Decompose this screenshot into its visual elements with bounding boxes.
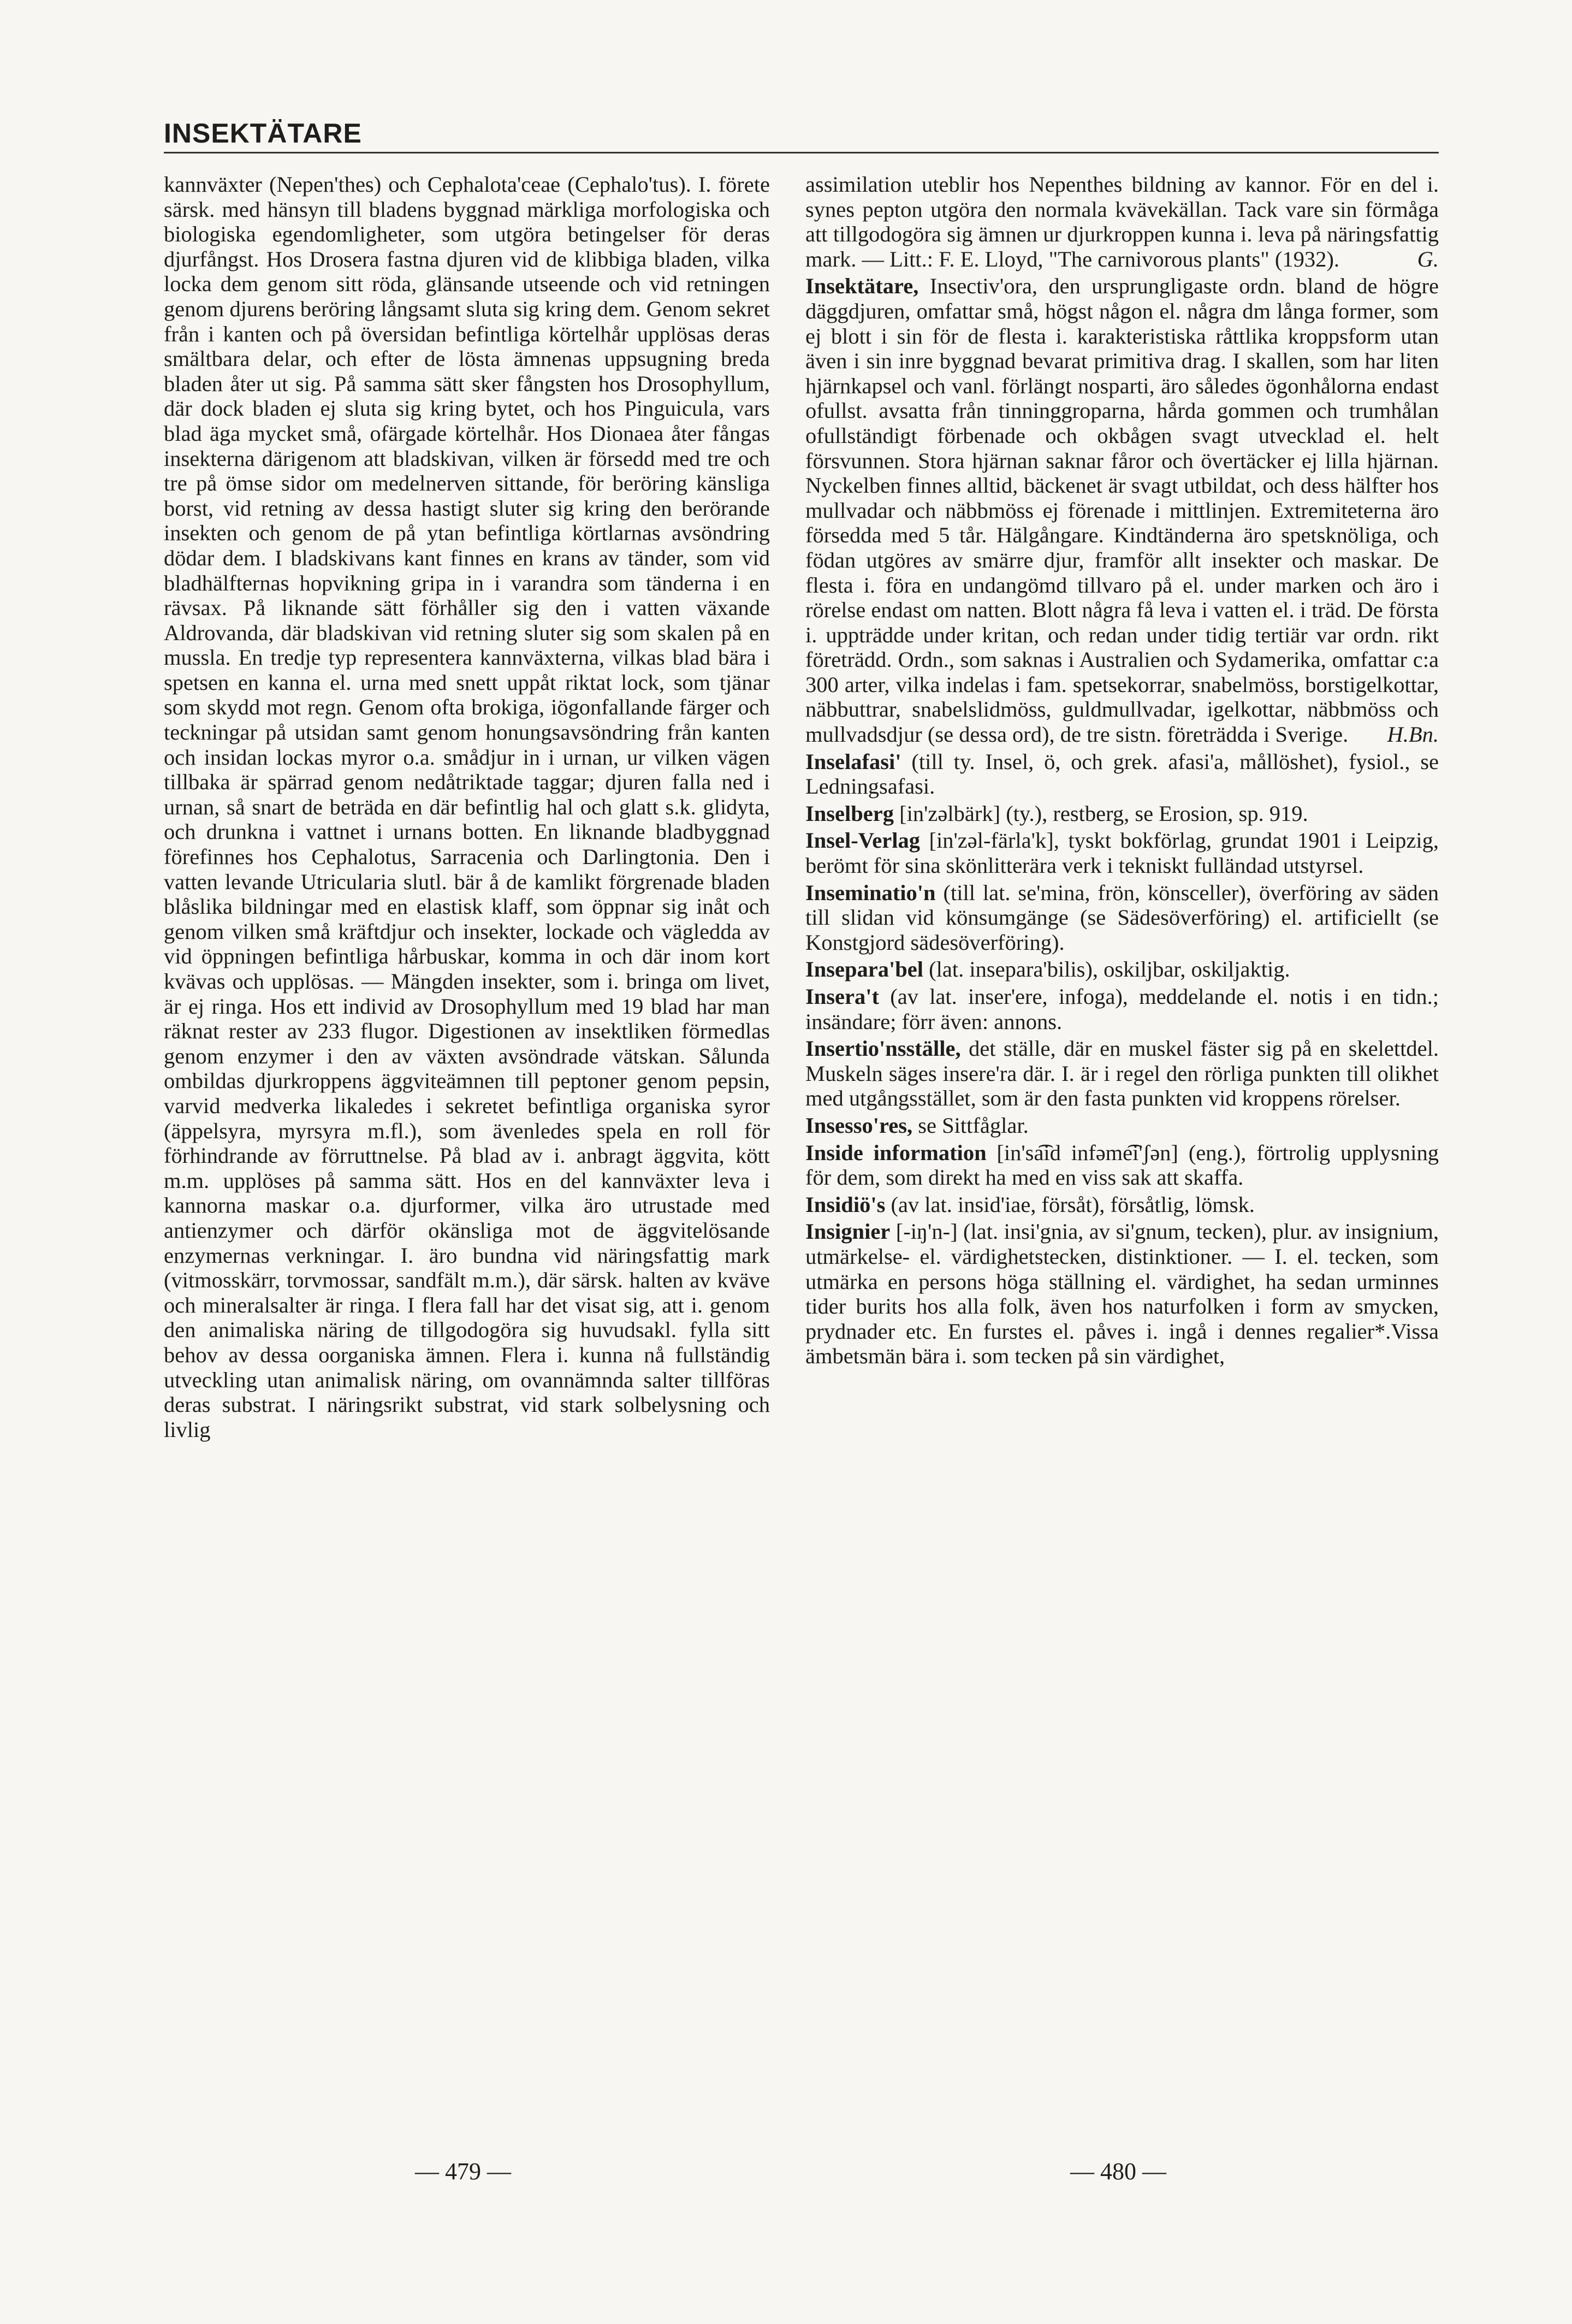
dictionary-entry [805,957,1439,982]
dictionary-entry [805,1192,1439,1217]
entry-headword: Insertio'nsställe, [805,1036,961,1061]
entry-headword: Inseminatio'n [805,880,936,905]
page-number-right: — 480 — [1070,2158,1166,2185]
entry-headword: Insepara'bel [805,957,924,982]
entry-signature: H.Bn. [1387,722,1439,747]
entry-headword: Insesso'res, [805,1113,913,1138]
dictionary-entry [805,801,1439,826]
dictionary-entry [805,1219,1439,1369]
entry-text: [in'zəlbärk] (ty.), restberg, se Erosion, sp. 919. [894,801,1308,826]
entry-text: (till lat. se'mina, frön, könsceller), överföring av säden till slidan vid könsumgänge (se Sädesöverföring) el. artificiellt (se Konstgjord sädesöverföring). [805,880,1439,955]
entry-headword: Insignier [805,1219,891,1244]
dictionary-entry [805,749,1439,799]
dictionary-entry [805,274,1439,747]
running-header: INSEKTÄTARE [164,118,362,149]
dictionary-entry [805,880,1439,955]
entry-text: det ställe, där en muskel fäster sig på en skelettdel. Muskeln säges insere'ra där. I. är i regel den rörliga punkten till olikhet med utgångsstället, som är den fasta punkten vid kroppens rörelser. [805,1036,1439,1111]
continuation-signature: G. [1417,246,1439,271]
entry-text: (till ty. Insel, ö, och grek. afasi'a, mållöshet), fysiol., se Ledningsafasi. [805,749,1439,799]
dictionary-entry [805,1113,1439,1138]
header-rule [164,152,1439,153]
entry-text: [in'sa͡id infəme͡i'ʃən] (eng.), förtrolig upplysning för dem, som direkt ha med en viss sak att skaffa. [805,1140,1439,1190]
entry-headword: Inselberg [805,801,894,826]
entry-text: Insectiv'ora, den ursprungligaste ordn. bland de högre däggdjuren, omfattar små, högst någon el. några dm långa former, som ej blott i sin för de flesta i. karakteristiska råttlika kroppsform utan även i sin inre byggnad bevarat primitiva drag. I skallen, som har liten hjärnkapsel och vanl. förlängt nosparti, äro således ögonhålorna endast ofullst. avsatta från tinninggroparna, hårda gommen och trumhålan ofullständigt förbenade och okbågen svagt utvecklad el. helt försvunnen. Stora hjärnan saknar fåror och övertäcker ej lilla hjärnan. Nyckelben finnes alltid, bäckenet är svagt utbildat, och dess hälfter hos mullvadar och näbbmöss ej förenade i mittlinjen. Extremiteterna äro försedda med 5 tår. Hälgångare. Kindtänderna äro spetsknöliga, och födan utgöres av smärre djur, framför allt insekter och maskar. De flesta i. föra en undangömd tillvaro på el. under marken och äro i rörelse endast om natten. Blott några få leva i vatten el. i träd. De första i. uppträdde under kritan, och redan under tidig tertiär var ordn. rikt företrädd. Ordn., som saknas i Australien och Sydamerika, omfattar c:a 300 arter, vilka indelas i fam. spetsekorrar, snabelmöss, borstigelkottar, näbbuttrar, snabelslidmöss, guldmullvadar, igelkottar, näbbmöss och mullvadsdjur (se dessa ord), de tre sistn. företrädda i Sverige. [805,274,1439,747]
dictionary-entry [805,1140,1439,1190]
entry-text: (av lat. insid'iae, försåt), försåtlig, lömsk. [885,1192,1255,1217]
entry-headword: Insidiö's [805,1192,886,1217]
left-column [164,172,770,2138]
dictionary-entry [805,828,1439,878]
entry-text: [-iŋ'n-] (lat. insi'gnia, av si'gnum, tecken), plur. av insignium, utmärkelse- el. värdighetstecken, distinktioner. — I. el. tecken, som utmärka en persons höga ställning el. värdighet, ha sedan urminnes tider burits hos alla folk, även hos naturfolken i form av smycken, prydnader etc. En furstes el. påves i. ingå i dennes regalier*.Vissa ämbetsmän bära i. som tecken på sin värdighet, [805,1219,1439,1369]
continuation-text: assimilation uteblir hos Nepenthes bildning av kannor. För en del i. synes pepton utgöra den normala kvävekällan. Tack vare sin förmåga att tillgodogöra sig ämnen ur djurkroppen kunna i. leva på näringsfattig mark. — Litt.: F. E. Lloyd, "The carnivorous plants" (1932). [805,172,1439,271]
left-column-text: kannväxter (Nepen'thes) och Cephalota'ceae (Cephalo'tus). I. förete särsk. med hänsyn till bladens byggnad märkliga morfologiska och biologiska egendomligheter, som utgöra betingelser för deras djurfångst. Hos Drosera fastna djuren vid de klibbiga bladen, vilka locka dem genom sitt röda, glänsande utseende och vid retningen genom djurens beröring långsamt sluta sig kring dem. Genom sekret från i kanten och på översidan befintliga körtelhår upplösas deras smältbara delar, och efter de lösta ämnenas uppsugning breda bladen åter ut sig. På samma sätt sker fångsten hos Drosophyllum, där dock bladen ej sluta sig kring bytet, och hos Pinguicula, vars blad äga mycket små, ofärgade körtelhår. Hos Dionaea åter fångas insekterna därigenom att bladskivan, vilken är försedd med tre och tre på ömse sidor om medelnerven sittande, för beröring känsliga borst, vid retning av dessa hastigt sluter sig kring den berörande insekten och genom de på ytan befintliga körtlarnas avsöndring dödar dem. I bladskivans kant finnes en krans av tänder, som vid bladhälfternas hopvikning gripa in i varandra som tänderna i en rävsax. På liknande sätt förhåller sig den i vatten växande Aldrovanda, där bladskivan vid retning sluter sig som skalen på en mussla. En tredje typ representera kannväxterna, vilkas blad bära i spetsen en kanna el. urna med snett uppåt riktat lock, som tjänar som skydd mot regn. Genom ofta brokiga, iögonfallande färger och teckningar på utsidan samt genom honungsavsöndring från kanten och insidan lockas myror o.a. smådjur in i urnan, ur vilken vägen tillbaka är spärrad genom nedåtriktade taggar; djuren falla ned i urnan, så snart de beträda en där befintlig hal och glatt s.k. glidyta, och drunkna i vattnet i urnans botten. En liknande bladbyggnad förefinnes hos Cephalotus, Sarracenia och Darlingtonia. Den i vatten levande Utricularia slutl. bär å de kamlikt förgrenade bladen blåslika bildningar med en elastisk klaff, som öppnar sig inåt och genom vilken små kräftdjur och insekter, lockade och vägledda av vid öppningen befintliga hårbuskar, komma in och där inom kort kvävas och upplösas. — Mängden insekter, som i. bringa om livet, är ej ringa. Hos ett individ av Drosophyllum med 19 blad har man räknat rester av 233 flugor. Digestionen av insektliken förmedlas genom enzymer i den av växten avsöndrade vätskan. Sålunda ombildas djurkroppens äggviteämnen till peptoner genom pepsin, varvid medverka likaledes i sekretet befintliga organiska syror (äppelsyra, myrsyra m.fl.), som ävenledes spela en roll för förhindrande av förruttnelse. På blad av i. anbragt äggvita, kött m.m. upplöses på samma sätt. Hos en del kannväxter leva i kannorna maskar o.a. djurformer, vilka äro utrustade med antienzymer och därför okänsliga mot de äggvitelösande enzymernas verkningar. I. äro bundna vid näringsfattig mark (vitmosskärr, torvmossar, sandfält m.m.), där särsk. halten av kväve och mineralsalter är ringa. I flera fall har det visat sig, att i. genom den animaliska näring de tillgodogöra sig huvudsakl. fylla sitt behov av dessa oorganiska ämnen. Flera i. kunna nå fullständig utveckling utan animalisk näring, om ovannämnda salter tillföras deras substrat. I näringsrikt substrat, vid stark solbelysning och livlig [164,172,770,1442]
entry-list [805,274,1439,1369]
entry-text: [in'zəl-färla'k], tyskt bokförlag, grundat 1901 i Leipzig, berömt för sina skönlitterära verk i tekniskt fulländad utstyrsel. [805,828,1439,878]
right-column [805,172,1439,2138]
entry-headword: Inside information [805,1140,987,1165]
dictionary-entry [805,1036,1439,1111]
entry-headword: Insel-Verlag [805,828,920,853]
entry-headword: Insektätare, [805,274,919,299]
continuation-paragraph [805,172,1439,271]
dictionary-entry [805,984,1439,1034]
entry-headword: Inselafasi' [805,749,901,774]
entry-text: se Sittfåglar. [912,1113,1029,1138]
page-number-left: — 479 — [415,2158,511,2185]
entry-headword: Insera't [805,984,879,1009]
entry-text: (av lat. inser'ere, infoga), meddelande el. notis i en tidn.; insändare; förr även: annons. [805,984,1439,1034]
entry-text: (lat. insepara'bilis), oskiljbar, oskiljaktig. [923,957,1290,982]
